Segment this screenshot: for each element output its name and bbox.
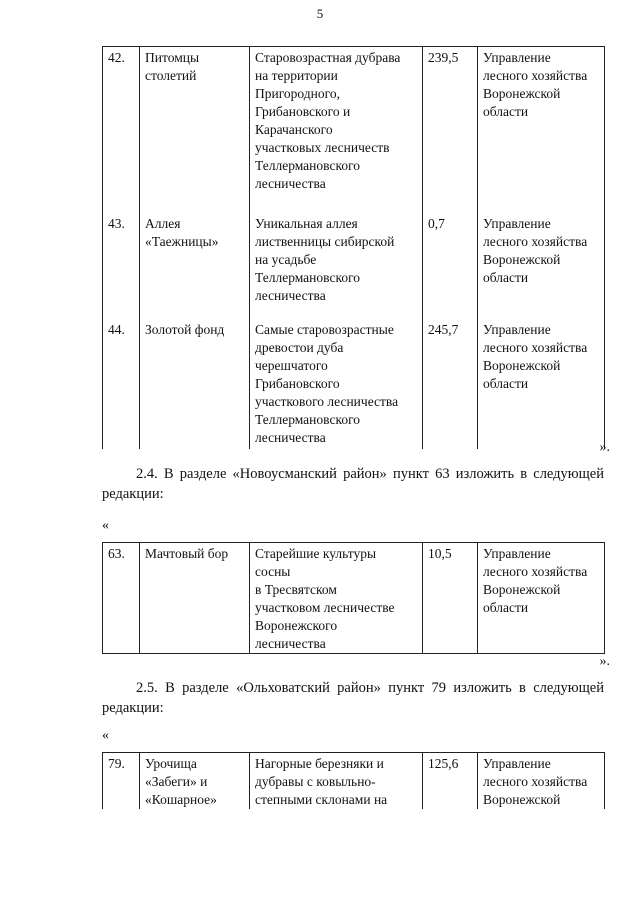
- row-number: 43.: [103, 213, 140, 319]
- object-area: 125,6: [423, 753, 478, 810]
- amendment-paragraph-2-4: [102, 464, 604, 504]
- object-name: Урочища «Забеги» и «Кошарное»: [140, 753, 250, 810]
- table-row: [103, 319, 605, 449]
- responsible-organization: Управление лесного хозяйства Воронежской области: [478, 319, 605, 449]
- object-name: Аллея «Таежницы»: [140, 213, 250, 319]
- paragraph-line: редакции:: [102, 486, 164, 502]
- object-description: Старовозрастная дубрава на территории Пригородного, Грибановского и Карачанского участковых лесничеств Теллермановского лесничества: [250, 47, 423, 213]
- object-name: Мачтовый бор: [140, 543, 250, 654]
- object-area: 239,5: [423, 47, 478, 213]
- paragraph-line: 2.5. В разделе «Ольховатский район» пункт 79 изложить в следующей: [136, 680, 604, 696]
- row-number: 42.: [103, 47, 140, 213]
- opening-quote: «: [102, 728, 109, 743]
- paragraph-line: 2.4. В разделе «Новоусманский район» пункт 63 изложить в следующей: [136, 466, 604, 482]
- object-area: 0,7: [423, 213, 478, 319]
- object-name: Золотой фонд: [140, 319, 250, 449]
- responsible-organization: Управление лесного хозяйства Воронежской области: [478, 543, 605, 654]
- object-area: 10,5: [423, 543, 478, 654]
- object-description: Нагорные березняки и дубравы с ковыльно- степными склонами на: [250, 753, 423, 810]
- responsible-organization: Управление лесного хозяйства Воронежской области: [478, 213, 605, 319]
- object-name: Питомцы столетий: [140, 47, 250, 213]
- paragraph-line: редакции:: [102, 700, 164, 716]
- object-area: 245,7: [423, 319, 478, 449]
- closing-quote: ».: [599, 654, 610, 669]
- table-park-79: [102, 752, 605, 809]
- responsible-organization: Управление лесного хозяйства Воронежской: [478, 753, 605, 810]
- table-row: [103, 47, 605, 213]
- row-number: 63.: [103, 543, 140, 654]
- object-description: Уникальная аллея лиственницы сибирской на усадьбе Теллермановского лесничества: [250, 213, 423, 319]
- page-number: 5: [316, 6, 324, 21]
- closing-quote: ».: [599, 440, 610, 455]
- object-description: Самые старовозрастные древостои дуба черешчатого Грибановского участкового лесничества Теллермановского лесничества: [250, 319, 423, 449]
- opening-quote: «: [102, 518, 109, 533]
- row-number: 44.: [103, 319, 140, 449]
- object-description: Старейшие культуры сосны в Тресвятском участковом лесничестве Воронежского лесничества: [250, 543, 423, 654]
- table-parks-42-44: [102, 46, 605, 449]
- amendment-paragraph-2-5: [102, 678, 604, 718]
- table-row: [103, 543, 605, 654]
- table-row: [103, 213, 605, 319]
- table-row: [103, 753, 605, 810]
- row-number: 79.: [103, 753, 140, 810]
- responsible-organization: Управление лесного хозяйства Воронежской области: [478, 47, 605, 213]
- table-park-63: [102, 542, 605, 654]
